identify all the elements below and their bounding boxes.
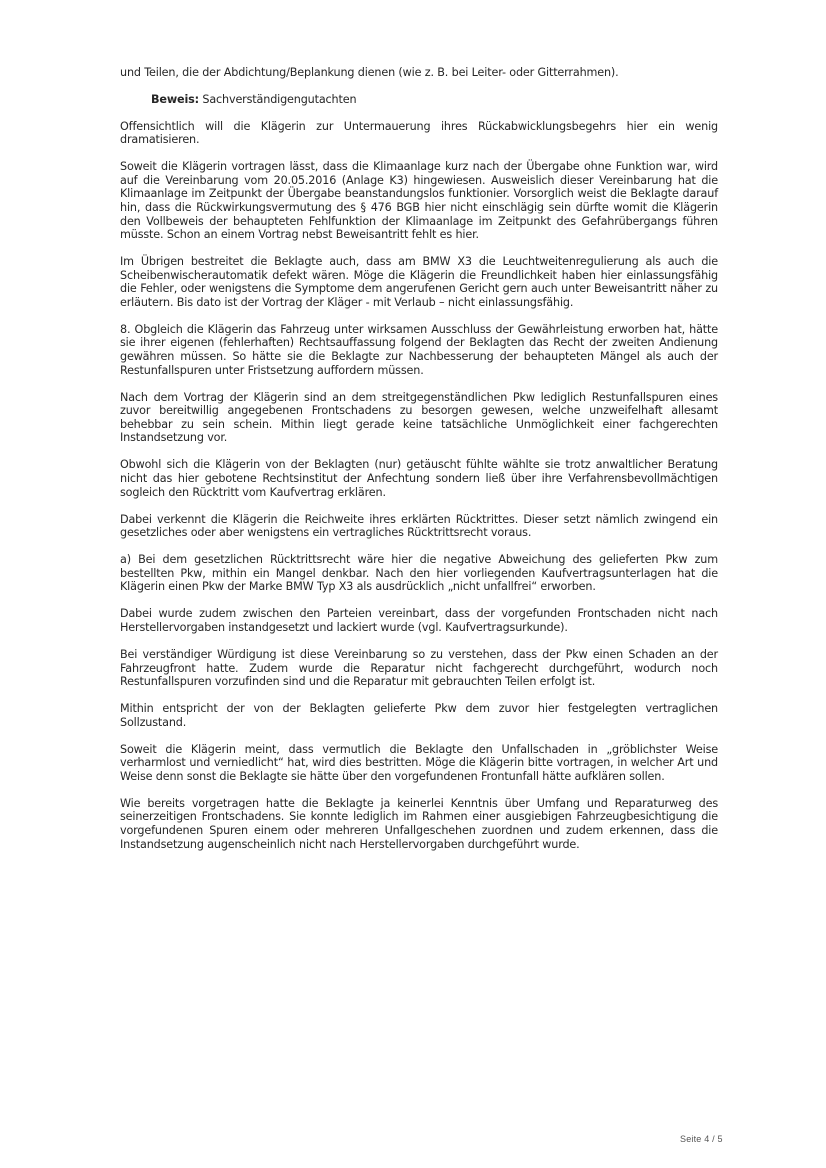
paragraph: Obwohl sich die Klägerin von der Beklagten (nur) getäuscht fühlte wählte sie trotz anwaltlicher Beratung nicht das hier gebotene Rechtsinstitut der Anfechtung sondern ließ über ihre Verfahrensbevollmächtigen sogleich den Rücktritt vom Kaufvertrag erklären. xyxy=(120,458,718,499)
paragraph: Dabei verkennt die Klägerin die Reichweite ihres erklärten Rücktrittes. Dieser setzt nämlich zwingend ein gesetzliches oder aber wenigstens ein vertragliches Rücktrittsrecht voraus. xyxy=(120,512,718,540)
paragraph: Bei verständiger Würdigung ist diese Vereinbarung so zu verstehen, dass der Pkw einen Schaden an der Fahrzeugfront hatte. Zudem wurde die Reparatur nicht fachgerecht durchgeführt, wodurch noch Restunfallspuren vorzufinden sind und die Reparatur mit gebrauchten Teilen erfolgt ist. xyxy=(120,647,718,689)
paragraph: a) Bei dem gesetzlichen Rücktrittsrecht wäre hier die negative Abweichung des gelieferten Pkw zum bestellten Pkw, mithin ein Mangel denkbar. Nach den hier vorliegenden Kaufvertragsunterlagen hat die Klägerin einen Pkw der Marke BMW Typ X3 als ausdrücklich „nicht unfallfrei“ erworben. xyxy=(120,553,718,594)
paragraph: 8. Obgleich die Klägerin das Fahrzeug unter wirksamen Ausschluss der Gewährleistung erworben hat, hätte sie ihrer eigenen (fehlerhaften) Rechtsauffassung folgend der Beklagten das Recht der zweiten Andienung gewähren müssen. So hätte sie die Beklagte zur Nachbesserung der behaupteten Mängel als auch der Restunfallspuren unter Fristsetzung auffordern müssen. xyxy=(120,322,718,377)
document-page xyxy=(120,66,718,865)
paragraph: Soweit die Klägerin meint, dass vermutlich die Beklagte den Unfallschaden in „gröblichster Weise verharmlost und verniedlicht“ hat, wird dies bestritten. Möge die Klägerin bitte vortragen, in welcher Art und Weise denn sonst die Beklagte sie hätte über den vorgefundenen Frontunfall hätte aufklären sollen. xyxy=(120,742,718,783)
paragraph: Wie bereits vorgetragen hatte die Beklagte ja keinerlei Kenntnis über Umfang und Reparaturweg des seinerzeitigen Frontschadens. Sie konnte lediglich im Rahmen einer ausgiebigen Fahrzeugbesichtigung die vorgefundenen Spuren einem oder mehreren Unfallgeschehen zuordnen und zudem erkennen, dass die Instandsetzung augenscheinlich nicht nach Herstellervorgaben durchgeführt wurde. xyxy=(120,796,718,851)
page-number: Seite 4 / 5 xyxy=(680,1134,723,1144)
paragraph: Nach dem Vortrag der Klägerin sind an dem streitgegenständlichen Pkw lediglich Restunfallspuren eines zuvor bereitwillig angegebenen Frontschadens zu besorgen gewesen, welche unzweifelhaft allesamt behebbar zu sein schein. Mithin liegt gerade keine tatsächliche Unmöglichkeit einer fachgerechten Instandsetzung vor. xyxy=(120,390,718,445)
paragraph: Soweit die Klägerin vortragen lässt, dass die Klimaanlage kurz nach der Übergabe ohne Funktion war, wird auf die Vereinbarung vom 20.05.2016 (Anlage K3) hingewiesen. Ausweislich dieser Vereinbarung hat die Klimaanlage im Zeitpunkt der Übergabe beanstandungslos funktionier. Vorsorglich weist die Beklagte darauf hin, dass die Rückwirkungsvermutung des § 476 BGB hier nicht einschlägig sein dürfte womit die Klägerin den Vollbeweis der behaupteten Fehlfunktion der Klimaanlage im Zeitpunkt des Gefahrübergangs führen müsste. Schon an einem Vortrag nebst Beweisantritt fehlt es hier. xyxy=(120,160,718,242)
evidence-text: Sachverständigengutachten xyxy=(198,92,357,106)
evidence-label: Beweis: xyxy=(151,92,199,106)
paragraph-continuation: und Teilen, die der Abdichtung/Beplankung dienen (wie z. B. bei Leiter- oder Gitterrahmen). xyxy=(120,66,619,79)
paragraph: Mithin entspricht der von der Beklagten gelieferte Pkw dem zuvor hier festgelegten vertraglichen Sollzustand. xyxy=(120,702,718,729)
evidence-line xyxy=(120,93,718,107)
paragraph: Dabei wurde zudem zwischen den Parteien vereinbart, dass der vorgefunden Frontschaden nicht nach Herstellervorgaben instandgesetzt und lackiert wurde (vgl. Kaufvertragsurkunde). xyxy=(120,607,718,634)
paragraph: Im Übrigen bestreitet die Beklagte auch, dass am BMW X3 die Leuchtweitenregulierung als auch die Scheibenwischerautomatik defekt wären. Möge die Klägerin die Freundlichkeit haben hier einlassungsfähig die Fehler, oder wenigstens die Symptome dem angerufenen Gericht gern auch unter Beweisantritt näher zu erläutern. Bis dato ist der Vortrag der Kläger - mit Verlaub – nicht einlassungsfähig. xyxy=(120,255,718,309)
paragraph: Offensichtlich will die Klägerin zur Untermauerung ihres Rückabwicklungsbegehrs hier ein wenig dramatisieren. xyxy=(120,119,718,147)
